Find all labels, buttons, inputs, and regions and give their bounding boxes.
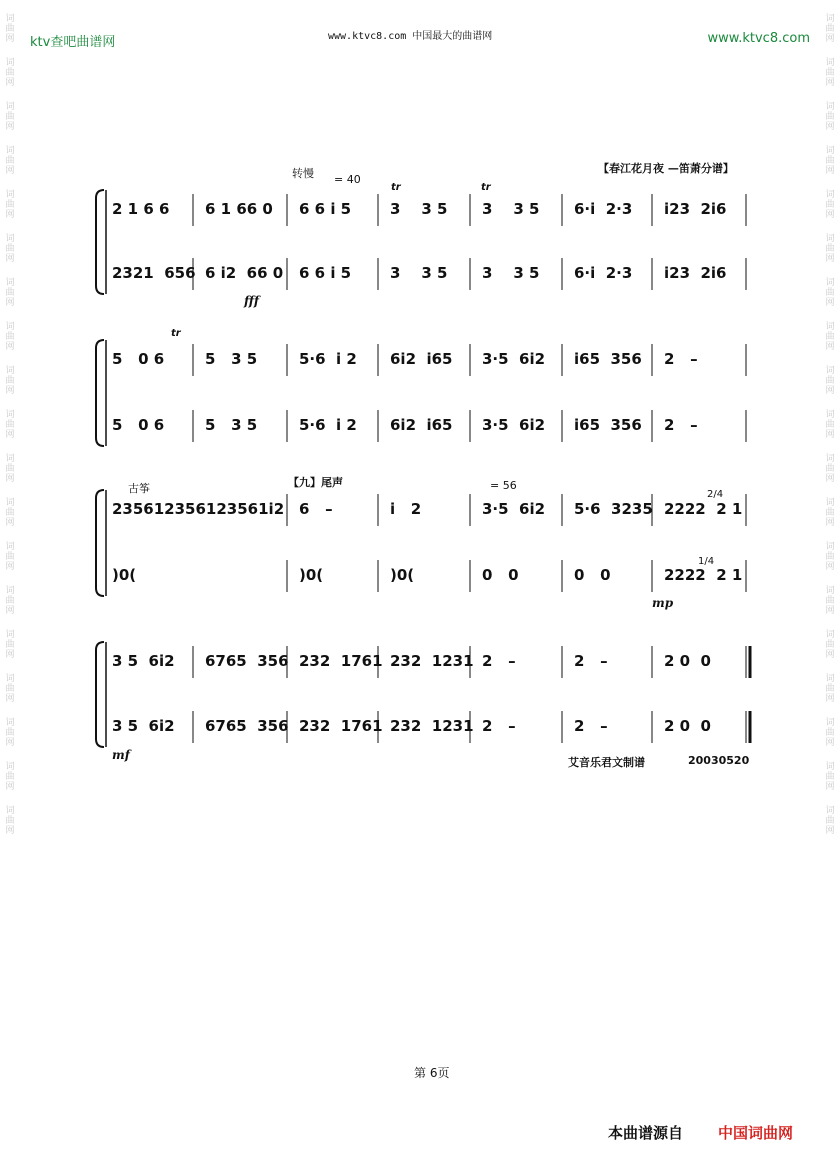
trill-mark: tr (481, 182, 491, 193)
upper-measure: 235612356123561i2 (112, 500, 285, 518)
upper-measure: 3·5 6i2 (482, 350, 546, 368)
watermark-glyph: 曲 (825, 728, 835, 738)
watermark-glyph: 曲 (5, 200, 15, 210)
upper-measure: 3·5 6i2 (482, 500, 546, 518)
upper-measure: i23 2i6 (664, 200, 727, 218)
upper-measure: 6 – (299, 500, 333, 518)
lower-measure: 2 0 0 (664, 717, 711, 735)
watermark-glyph: 网 (825, 210, 835, 220)
watermark-glyph: 词 (5, 586, 15, 596)
lower-measure: )0( (299, 566, 324, 584)
watermark-glyph: 曲 (825, 596, 835, 606)
watermark-glyph: 曲 (5, 156, 15, 166)
source-site-link[interactable]: 中国词曲网 (718, 1124, 794, 1142)
site-name-header[interactable]: ktv查吧曲谱网 (30, 35, 116, 50)
watermark-glyph: 词 (825, 586, 835, 596)
watermark-glyph: 曲 (825, 640, 835, 650)
watermark-glyph: 词 (5, 498, 15, 508)
watermark-glyph: 网 (5, 298, 15, 308)
lower-measure: 232 1761 (299, 717, 383, 735)
upper-measure: i 2 (390, 500, 422, 518)
watermark-glyph: 曲 (825, 68, 835, 78)
upper-measure: 6765 356 (205, 652, 289, 670)
tempo-value-56: = 56 (490, 479, 517, 492)
lower-measure: )0( (112, 566, 137, 584)
watermark-glyph: 网 (825, 78, 835, 88)
lower-measure: 6·i 2·3 (574, 264, 633, 282)
watermark-glyph: 曲 (825, 244, 835, 254)
watermark-glyph: 曲 (5, 288, 15, 298)
watermark-glyph: 曲 (5, 68, 15, 78)
watermark-glyph: 网 (5, 386, 15, 396)
lower-measure: i23 2i6 (664, 264, 727, 282)
score-date: 20030520 (688, 754, 750, 767)
page-number: 第 6页 (414, 1066, 450, 1080)
watermark-glyph: 曲 (825, 464, 835, 474)
score-credit: 艾音乐君文制谱 (568, 756, 645, 769)
lower-measure: 232 1231 (390, 717, 474, 735)
watermark-glyph: 网 (5, 78, 15, 88)
watermark-glyph: 曲 (5, 376, 15, 386)
watermark-glyph: 词 (825, 762, 835, 772)
upper-measure: 2222 2 1 (664, 500, 743, 518)
lower-measure: 0 0 (574, 566, 611, 584)
watermark-glyph: 网 (5, 254, 15, 264)
watermark-glyph: 曲 (825, 288, 835, 298)
watermark-glyph: 网 (825, 122, 835, 132)
watermark-glyph: 词 (825, 718, 835, 728)
site-url-header[interactable]: www.ktvc8.com (707, 31, 810, 46)
upper-measure: 3 3 5 (390, 200, 448, 218)
lower-measure: 2321 656 (112, 264, 196, 282)
watermark-glyph: 曲 (825, 156, 835, 166)
time-signature: 2/4 (707, 489, 724, 500)
lower-measure: 6765 356 (205, 717, 289, 735)
tempo-value-40: = 40 (334, 173, 361, 186)
upper-measure: 6 6 i 5 (299, 200, 352, 218)
watermark-glyph: 网 (5, 738, 15, 748)
lower-measure: i65 356 (574, 416, 642, 434)
watermark-glyph: 词 (825, 410, 835, 420)
watermark-glyph: 网 (5, 562, 15, 572)
watermark-glyph: 网 (825, 342, 835, 352)
lower-measure: 5 3 5 (205, 416, 258, 434)
watermark-glyph: 词 (825, 234, 835, 244)
upper-measure: 3 5 6i2 (112, 652, 175, 670)
watermark-glyph: 网 (825, 474, 835, 484)
watermark-glyph: 词 (5, 58, 15, 68)
watermark-glyph: 词 (5, 630, 15, 640)
upper-measure: 232 1761 (299, 652, 383, 670)
watermark-glyph: 曲 (825, 816, 835, 826)
upper-measure: 5 3 5 (205, 350, 258, 368)
lower-measure: 2222 2 1 (664, 566, 743, 584)
watermark-glyph: 曲 (5, 112, 15, 122)
trill-mark: tr (391, 182, 401, 193)
watermark-glyph: 词 (5, 718, 15, 728)
lower-measure: 3 5 6i2 (112, 717, 175, 735)
upper-measure: 5 0 6 (112, 350, 165, 368)
upper-measure: 3 3 5 (482, 200, 540, 218)
upper-measure: 232 1231 (390, 652, 474, 670)
watermark-glyph: 网 (825, 166, 835, 176)
system-bracket (96, 190, 104, 294)
watermark-glyph: 曲 (825, 508, 835, 518)
watermark-glyph: 词 (825, 630, 835, 640)
lower-measure: 2 – (482, 717, 516, 735)
watermark-glyph: 曲 (5, 464, 15, 474)
watermark-glyph: 曲 (5, 552, 15, 562)
watermark-glyph: 网 (5, 518, 15, 528)
watermark-glyph: 词 (5, 454, 15, 464)
watermark-glyph: 网 (5, 210, 15, 220)
lower-measure: 5·6 i 2 (299, 416, 357, 434)
watermark-glyph: 网 (5, 694, 15, 704)
watermark-glyph: 曲 (5, 596, 15, 606)
watermark-glyph: 曲 (825, 420, 835, 430)
watermark-glyph: 网 (5, 826, 15, 836)
lower-measure: 6 i2 66 0 (205, 264, 284, 282)
watermark-glyph: 词 (825, 14, 835, 24)
section-label: 【九】尾声 (288, 476, 343, 489)
lower-measure: 6i2 i65 (390, 416, 453, 434)
watermark-glyph: 曲 (5, 244, 15, 254)
lower-measure: 2 – (664, 416, 698, 434)
watermark-glyph: 网 (825, 562, 835, 572)
system-bracket (96, 490, 104, 596)
source-label: 本曲谱源自 (608, 1124, 684, 1142)
lower-measure: 3 3 5 (482, 264, 540, 282)
watermark-glyph: 曲 (5, 684, 15, 694)
upper-measure: 6 1 66 0 (205, 200, 273, 218)
watermark-glyph: 网 (825, 738, 835, 748)
watermark-glyph: 网 (825, 386, 835, 396)
watermark-glyph: 词 (825, 58, 835, 68)
upper-measure: 5·6 3235 (574, 500, 653, 518)
upper-measure: 2 – (482, 652, 516, 670)
tempo-change-label: 转慢 (292, 167, 314, 180)
watermark-glyph: 网 (5, 166, 15, 176)
lower-measure: )0( (390, 566, 415, 584)
watermark-glyph: 网 (5, 650, 15, 660)
watermark-glyph: 网 (825, 254, 835, 264)
watermark-glyph: 曲 (5, 640, 15, 650)
instrument-label: 古筝 (128, 482, 150, 495)
watermark-glyph: 曲 (5, 772, 15, 782)
watermark-glyph: 曲 (5, 508, 15, 518)
watermark-glyph: 词 (825, 366, 835, 376)
watermark-glyph: 曲 (5, 24, 15, 34)
watermark-glyph: 曲 (5, 728, 15, 738)
site-slogan-header: www.ktvc8.com 中国最大的曲谱网 (328, 31, 493, 42)
watermark-glyph: 网 (5, 606, 15, 616)
upper-measure: 6·i 2·3 (574, 200, 633, 218)
watermark-glyph: 词 (5, 14, 15, 24)
watermark-glyph: 网 (825, 694, 835, 704)
watermark-glyph: 词 (825, 278, 835, 288)
watermark-glyph: 词 (5, 322, 15, 332)
dynamic-fff: fff (244, 294, 260, 308)
watermark-glyph: 网 (825, 782, 835, 792)
watermark-glyph: 词 (5, 278, 15, 288)
upper-measure: 2 0 0 (664, 652, 711, 670)
watermark-glyph: 词 (5, 410, 15, 420)
watermark-glyph: 词 (5, 366, 15, 376)
time-signature: 1/4 (698, 556, 715, 567)
watermark-glyph: 网 (825, 298, 835, 308)
watermark-glyph: 曲 (825, 772, 835, 782)
system-bracket (96, 340, 104, 446)
watermark-glyph: 网 (5, 122, 15, 132)
upper-measure: 6i2 i65 (390, 350, 453, 368)
watermark-glyph: 词 (5, 806, 15, 816)
watermark-glyph: 网 (5, 782, 15, 792)
watermark-glyph: 网 (5, 430, 15, 440)
upper-measure: i65 356 (574, 350, 642, 368)
watermark-glyph: 网 (825, 650, 835, 660)
watermark-glyph: 曲 (825, 332, 835, 342)
dynamic-mp: mp (652, 596, 674, 610)
lower-measure: 6 6 i 5 (299, 264, 352, 282)
watermark-glyph: 网 (825, 430, 835, 440)
watermark-glyph: 网 (825, 826, 835, 836)
watermark-glyph: 词 (825, 146, 835, 156)
watermark-glyph: 词 (5, 542, 15, 552)
watermark-glyph: 曲 (825, 200, 835, 210)
watermark-glyph: 词 (825, 674, 835, 684)
upper-measure: 2 – (664, 350, 698, 368)
watermark-glyph: 词 (825, 806, 835, 816)
watermark-glyph: 词 (825, 454, 835, 464)
watermark-glyph: 词 (5, 146, 15, 156)
system-bracket (96, 642, 104, 747)
watermark-glyph: 词 (5, 674, 15, 684)
dynamic-mf: mf (112, 748, 130, 762)
score-title: 【春江花月夜 —笛萧分谱】 (598, 162, 734, 175)
watermark-glyph: 曲 (5, 332, 15, 342)
trill-mark: tr (171, 328, 181, 339)
watermark-glyph: 网 (825, 34, 835, 44)
watermark-glyph: 词 (5, 762, 15, 772)
watermark-glyph: 词 (825, 190, 835, 200)
upper-measure: 2 1 6 6 (112, 200, 170, 218)
watermark-glyph: 曲 (825, 112, 835, 122)
upper-measure: 2 – (574, 652, 608, 670)
watermark-glyph: 词 (5, 234, 15, 244)
watermark-glyph: 词 (5, 102, 15, 112)
watermark-glyph: 词 (825, 498, 835, 508)
watermark-glyph: 曲 (825, 24, 835, 34)
lower-measure: 5 0 6 (112, 416, 165, 434)
watermark-glyph: 曲 (825, 552, 835, 562)
lower-measure: 0 0 (482, 566, 519, 584)
watermark-glyph: 网 (5, 34, 15, 44)
watermark-glyph: 曲 (5, 420, 15, 430)
watermark-glyph: 网 (825, 518, 835, 528)
lower-measure: 3·5 6i2 (482, 416, 546, 434)
watermark-glyph: 词 (825, 102, 835, 112)
watermark-glyph: 词 (5, 190, 15, 200)
watermark-glyph: 曲 (825, 684, 835, 694)
watermark-glyph: 网 (5, 342, 15, 352)
lower-measure: 3 3 5 (390, 264, 448, 282)
upper-measure: 5·6 i 2 (299, 350, 357, 368)
watermark-glyph: 词 (825, 542, 835, 552)
watermark-glyph: 网 (5, 474, 15, 484)
watermark-glyph: 曲 (5, 816, 15, 826)
watermark-glyph: 词 (825, 322, 835, 332)
lower-measure: 2 – (574, 717, 608, 735)
watermark-glyph: 网 (825, 606, 835, 616)
watermark-glyph: 曲 (825, 376, 835, 386)
